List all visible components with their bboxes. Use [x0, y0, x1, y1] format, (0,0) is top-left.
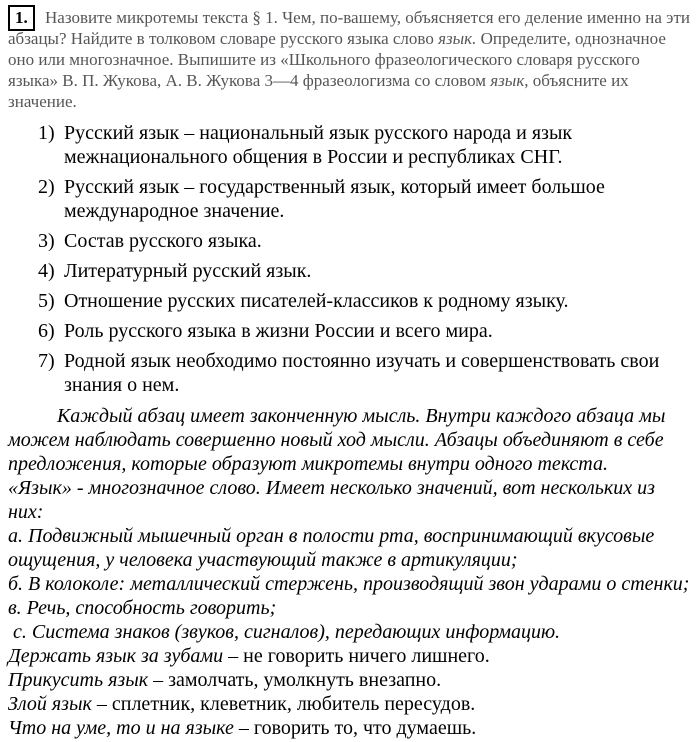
phraseologism-phrase: Злой язык — [8, 693, 92, 715]
answer-italic-text: с. Система знаков (звуков, сигналов), передающих информацию. — [13, 621, 561, 643]
task-text-segment: значение. — [8, 92, 77, 111]
task-text-line — [8, 91, 692, 112]
item-marker: 5) — [38, 290, 55, 312]
phraseologism-phrase: Держать язык за зубами — [8, 645, 224, 667]
answer-section — [8, 404, 700, 740]
item-text: Русский язык – национальный язык русского народа и язык межнационального общения в России и республиках СНГ. — [64, 122, 573, 168]
answer-italic-text: предложения, которые образуют микротемы внутри одного текста. — [8, 453, 608, 475]
answer-italic-text: б. В колоколе: металлический стержень, производящий звон ударами о стенки; — [8, 573, 690, 595]
meaning-line — [8, 596, 700, 620]
item-marker: 7) — [38, 350, 55, 372]
meaning-line — [8, 620, 700, 644]
task-header — [0, 0, 700, 112]
item-marker: 6) — [38, 320, 55, 342]
item-text: Родной язык необходимо постоянно изучать и совершенствовать свои знания о нем. — [64, 350, 660, 396]
task-text-segment: абзацы? Найдите в толковом словаре русского языка слово — [8, 29, 439, 48]
task-text-segment: Определите, однозначное — [476, 29, 666, 48]
answer-paragraph-line — [8, 452, 700, 476]
microtopic-item — [38, 259, 692, 283]
task-text-segment: Назовите микротемы текста § 1. Чем, по-вашему, объясняется его деление именно на эти — [45, 8, 690, 27]
microtopic-item — [38, 121, 692, 169]
microtopic-item — [38, 349, 692, 397]
item-text: Отношение русских писателей-классиков к родному языку. — [64, 290, 569, 312]
task-text-segment: языка» В. П. Жукова, А. В. Жукова 3—4 фразеологизма со словом — [8, 71, 491, 90]
answer-paragraph-line — [8, 476, 700, 500]
answer-italic-text: ощущения, у человека участвующий также в артикуляции; — [8, 549, 518, 571]
answer-italic-text: можем наблюдать совершенно новый ход мысли. Абзацы объединяют в себе — [8, 429, 664, 451]
answer-italic-text: «Язык» - многозначное слово. Имеет несколько значений, вот нескольких из — [8, 477, 655, 499]
task-text-line — [8, 49, 692, 70]
phraseologism-definition: – сплетник, клеветник, любитель пересудов. — [91, 693, 476, 715]
answer-italic-text: Каждый абзац имеет законченную мысль. Внутри каждого абзаца мы — [57, 405, 666, 427]
microtopic-item — [38, 175, 692, 223]
answer-italic-text: них: — [8, 501, 44, 523]
meaning-line — [8, 572, 700, 596]
answer-paragraph-line — [8, 500, 700, 524]
answer-italic-text: в. Речь, способность говорить; — [8, 597, 277, 619]
task-text-line — [8, 28, 692, 49]
task-italic-word: язык — [490, 71, 525, 90]
microtopic-item — [38, 289, 692, 313]
meaning-line — [8, 524, 700, 548]
item-text: Роль русского языка в жизни России и всего мира. — [64, 320, 493, 342]
answer-paragraph-line — [8, 428, 700, 452]
phraseologism-line — [8, 692, 700, 716]
answer-paragraph-line — [8, 404, 700, 428]
microtopic-item — [38, 229, 692, 253]
meaning-line — [8, 548, 700, 572]
item-marker: 4) — [38, 260, 55, 282]
phraseologism-line — [8, 644, 700, 668]
item-marker: 1) — [38, 122, 55, 144]
task-italic-word: язык. — [438, 29, 477, 48]
item-text: Состав русского языка. — [64, 230, 262, 252]
phraseologism-definition: – замолчать, умолкнуть внезапно. — [148, 669, 442, 691]
phraseologism-definition: – говорить то, что думаешь. — [233, 717, 477, 739]
item-marker: 2) — [38, 176, 55, 198]
task-number-box: 1. — [8, 5, 35, 31]
item-text: Литературный русский язык. — [64, 260, 312, 282]
phraseologism-phrase: Что на уме, то и на языке — [8, 717, 234, 739]
phraseologism-definition: – не говорить ничего лишнего. — [223, 645, 490, 667]
item-marker: 3) — [38, 230, 55, 252]
task-text-segment: , объясните их — [524, 71, 629, 90]
microtopic-item — [38, 319, 692, 343]
item-text: Русский язык – государственный язык, который имеет большое международное значение. — [64, 176, 605, 222]
phraseologism-line — [8, 668, 700, 692]
task-text-line — [8, 70, 692, 91]
task-text-line — [8, 7, 692, 28]
microtopics-list — [38, 121, 692, 397]
task-text-segment: оно или многозначное. Выпишите из «Школьного фразеологического словаря русского — [8, 50, 640, 69]
phraseologism-phrase: Прикусить язык — [8, 669, 149, 691]
answer-italic-text: а. Подвижный мышечный орган в полости рта, воспринимающий вкусовые — [8, 525, 655, 547]
phraseologism-line — [8, 716, 700, 740]
